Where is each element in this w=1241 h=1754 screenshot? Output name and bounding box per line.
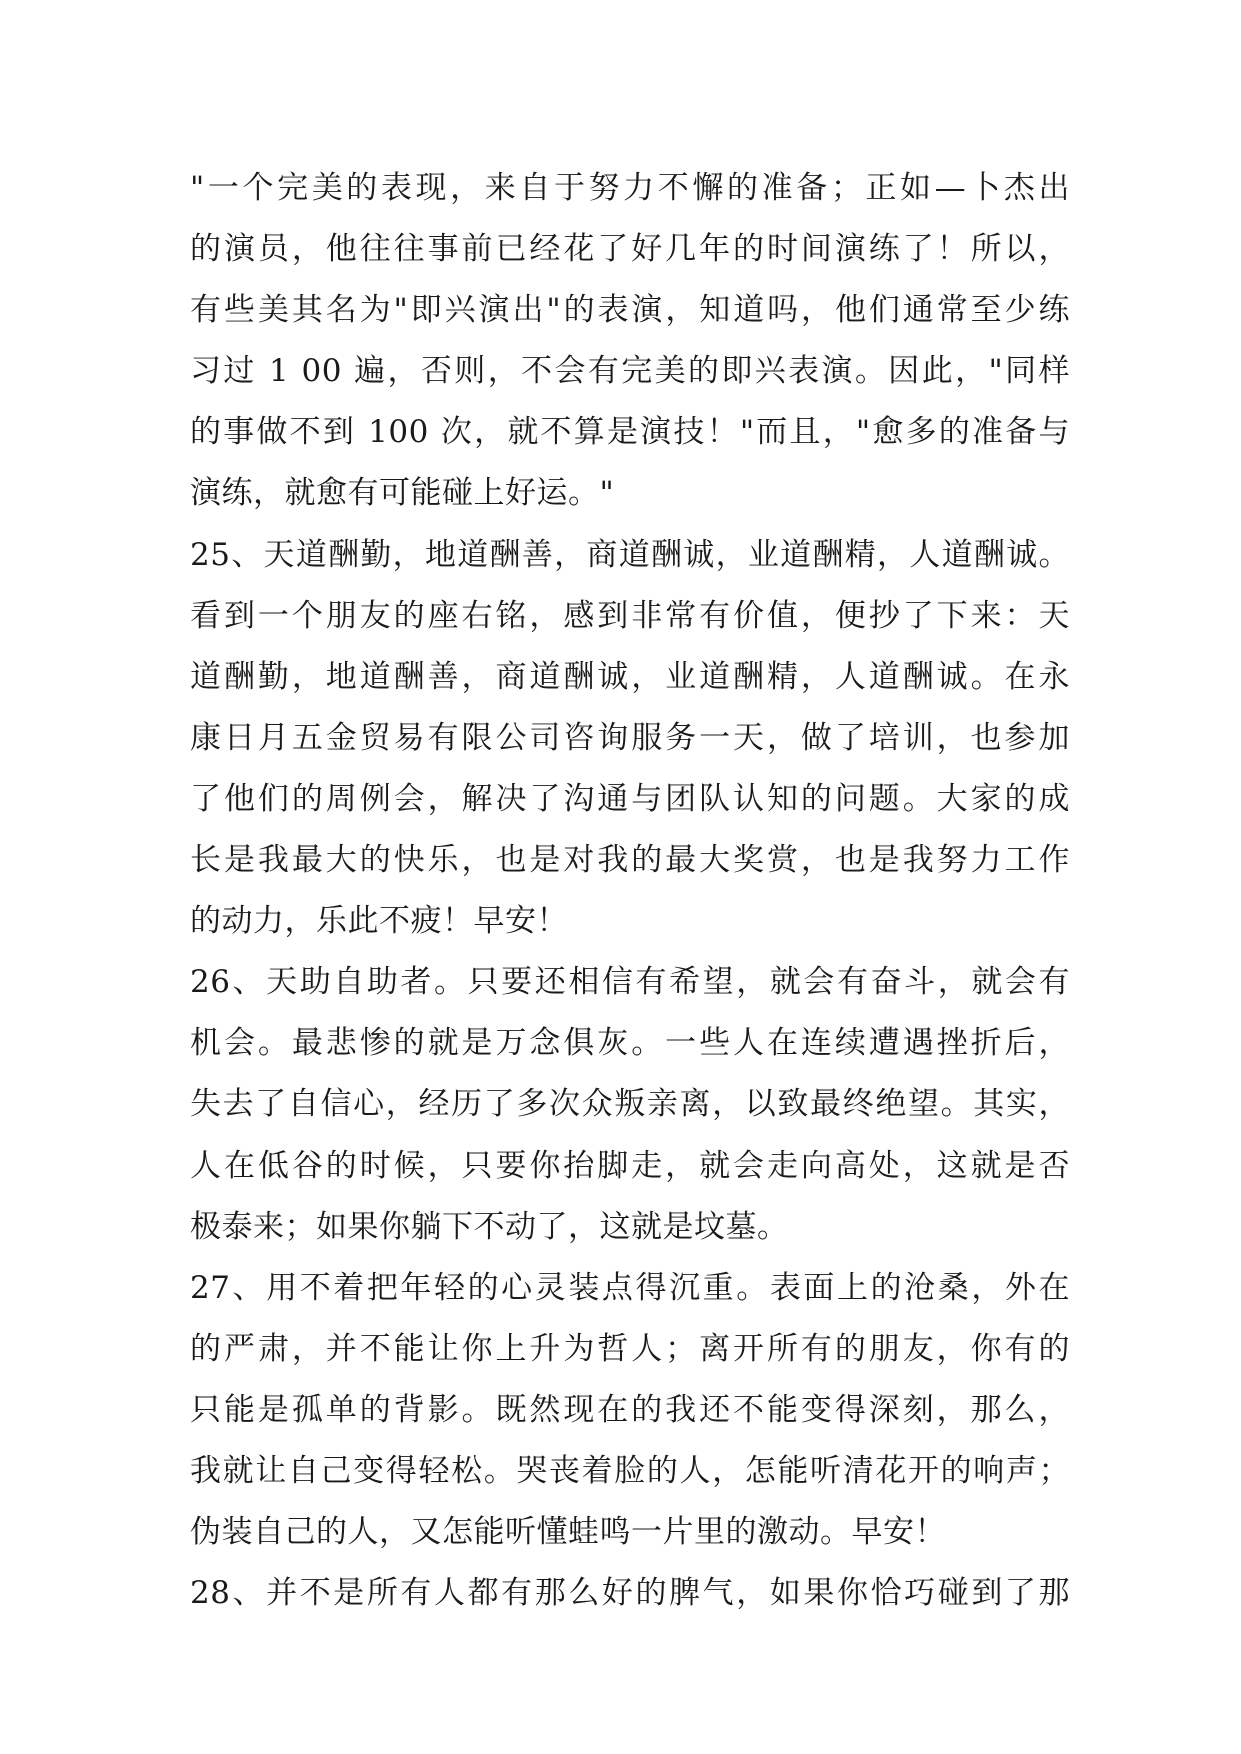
text-line: 26、天助自助者。只要还相信有希望，就会有奋斗，就会有 [190,964,1070,1001]
text-line: 了他们的周例会，解决了沟通与团队认知的问题。大家的成 [190,780,1070,817]
text-line: 人在低谷的时候，只要你抬脚走，就会走向高处，这就是否 [190,1147,1070,1184]
text-line: 28、并不是所有人都有那么好的脾气，如果你恰巧碰到了那 [190,1575,1070,1612]
text-line: 失去了自信心，经历了多次众叛亲离，以致最终绝望。其实， [190,1086,1070,1123]
text-line: 道酬勤，地道酬善，商道酬诚，业道酬精，人道酬诚。在永 [190,658,1070,695]
text-line: 25、天道酬勤，地道酬善，商道酬诚，业道酬精，人道酬诚。 [190,536,1070,573]
text-line: 演练，就愈有可能碰上好运。" [190,475,615,512]
body-text [190,158,1070,1624]
text-line: 的动力，乐此不疲！早安！ [190,903,568,940]
text-line: 我就让自己变得轻松。哭丧着脸的人，怎能听清花开的响声； [190,1452,1070,1489]
text-line: 习过 1 00 遍，否则，不会有完美的即兴表演。因此，"同样 [190,353,1070,390]
text-line: "一个完美的表现，来自于努力不懈的准备；正如—卜杰出 [190,170,1070,206]
text-line: 有些美其名为"即兴演出"的表演，知道吗，他们通常至少练 [190,292,1070,329]
text-line: 康日月五金贸易有限公司咨询服务一天，做了培训，也参加 [190,719,1070,756]
text-line: 的事做不到 100 次，就不算是演技！"而且，"愈多的准备与 [190,414,1070,451]
text-line: 极泰来；如果你躺下不动了，这就是坟墓。 [190,1208,789,1245]
text-line: 的演员，他往往事前已经花了好几年的时间演练了！所以， [190,231,1070,268]
text-line: 长是我最大的快乐，也是对我的最大奖赏，也是我努力工作 [190,842,1070,879]
text-line: 机会。最悲惨的就是万念俱灰。一些人在连续遭遇挫折后， [190,1025,1070,1062]
text-line: 伪装自己的人，又怎能听懂蛙鸣一片里的激动。早安！ [190,1514,946,1551]
text-line: 看到一个朋友的座右铭，感到非常有价值，便抄了下来：天 [190,597,1070,634]
text-line: 的严肃，并不能让你上升为哲人；离开所有的朋友，你有的 [190,1330,1070,1367]
text-line: 只能是孤单的背影。既然现在的我还不能变得深刻，那么， [190,1391,1070,1428]
text-line: 27、用不着把年轻的心灵装点得沉重。表面上的沧桑，外在 [190,1269,1070,1306]
